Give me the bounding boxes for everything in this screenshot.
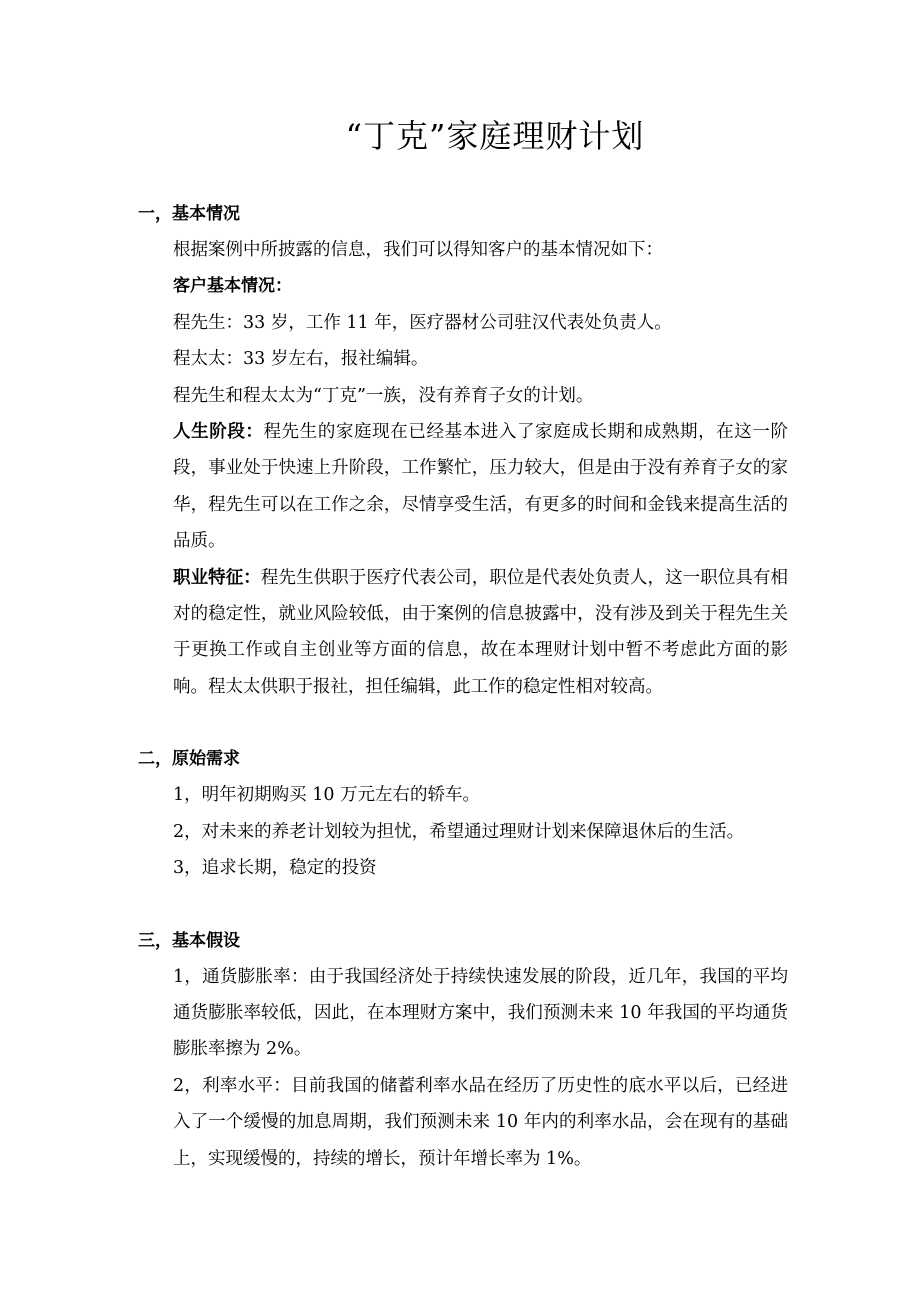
document-title: “丁克”家庭理财计划	[345, 117, 645, 155]
list-item-need-2: 2，对未来的养老计划较为担忧，希望通过理财计划来保障退休后的生活。	[173, 821, 745, 842]
paragraph-intro: 根据案例中所披露的信息，我们可以得知客户的基本情况如下：	[173, 240, 663, 260]
paragraph-dink: 程先生和程太太为“丁克”一族，没有养育子女的计划。	[173, 385, 594, 406]
section-spacer	[138, 887, 788, 923]
life-stage-text: 程先生的家庭现在已经基本进入了家庭成长期和成熟期，在这一阶段，事业处于快速上升阶段，工作繁忙，压力较大，但是由于没有养育子女的家华，程先生可以在工作之余，尽情享受生活，有更多的时间和金钱来提高生活的品质。	[173, 422, 788, 552]
paragraph-inflation: 1，通货膨胀率：由于我国经济处于持续快速发展的阶段，近几年，我国的平均通货膨胀率较低，因此，在本理财方案中，我们预测未来 10 年我国的平均通货膨胀率擦为 2%。	[173, 966, 788, 1060]
section-heading-basic-situation: 一，基本情况	[138, 204, 240, 224]
list-item-need-3: 3，追求长期，稳定的投资	[173, 858, 377, 879]
document-body	[138, 196, 788, 1177]
section-spacer	[138, 705, 788, 741]
paragraph-career	[138, 560, 788, 706]
list-item-need-1: 1，明年初期购买 10 万元左右的轿车。	[173, 785, 481, 806]
paragraph-mrs-cheng: 程太太：33 岁左右，报社编辑。	[173, 349, 429, 370]
section-heading-basic-assumptions: 三，基本假设	[138, 930, 240, 951]
paragraph-interest-rate: 2，利率水平：目前我国的储蓄利率水品在经历了历史性的底水平以后，已经进入了一个缓慢的加息周期，我们预测未来 10 年内的利率水品，会在现有的基础上，实现缓慢的，持续的增长，预计年增长率为 1%。	[173, 1075, 788, 1169]
life-stage-label: 人生阶段：	[173, 422, 264, 443]
career-label: 职业特征：	[173, 567, 261, 588]
section-heading-original-needs: 二，原始需求	[138, 749, 240, 770]
paragraph-mr-cheng: 程先生：33 岁，工作 11 年，医疗器材公司驻汉代表处负责人。	[173, 312, 672, 333]
career-text: 程先生供职于医疗代表公司，职位是代表处负责人，这一职位具有相对的稳定性，就业风险较低，由于案例的信息披露中，没有涉及到关于程先生关于更换工作或自主创业等方面的信息，故在本理财计划中暂不考虑此方面的影响。程太太供职于报社，担任编辑，此工作的稳定性相对较高。	[173, 567, 789, 697]
paragraph-life-stage	[138, 414, 788, 560]
client-basic-heading: 客户基本情况：	[173, 276, 292, 297]
